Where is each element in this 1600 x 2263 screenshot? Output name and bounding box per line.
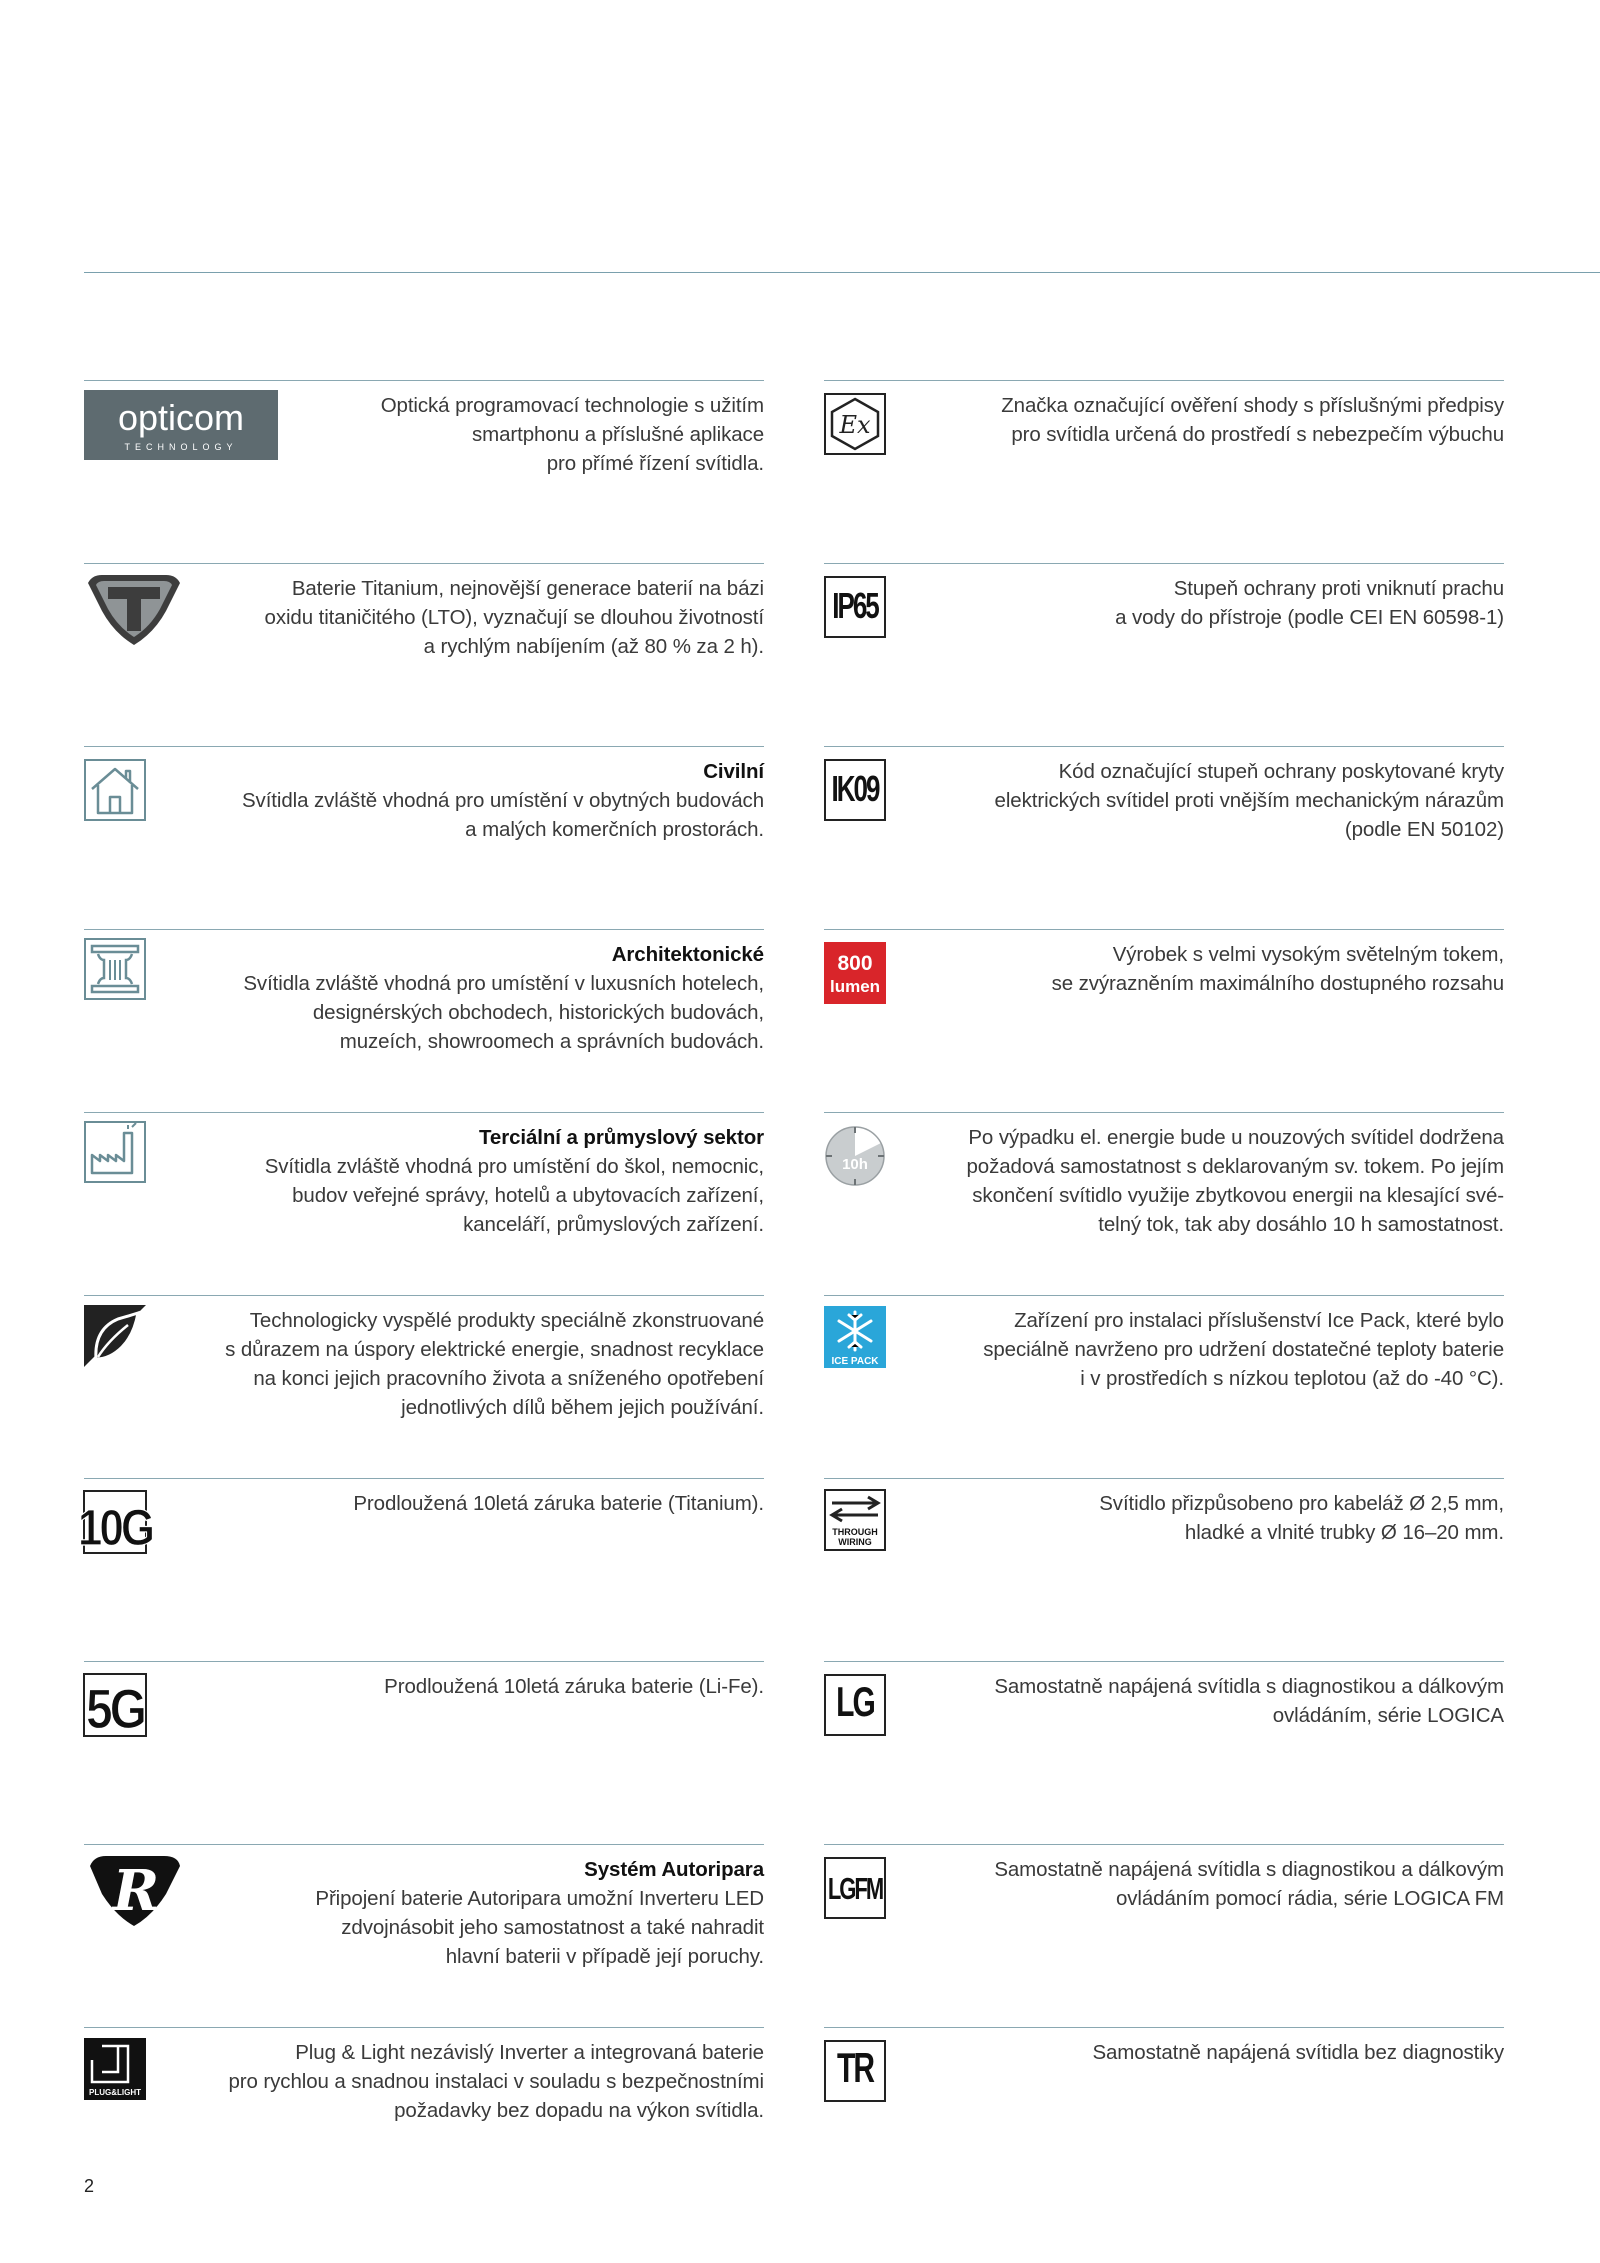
entry-opticom: [84, 380, 764, 531]
svg-text:WIRING: WIRING: [838, 1537, 872, 1547]
line: ovládáním pomocí rádia, série LOGICA FM: [1115, 1887, 1504, 1910]
entry-tr: [824, 2027, 1504, 2178]
entry-titanium: [84, 563, 764, 714]
line: Připojení baterie Autoripara umožní Inverteru LED: [315, 1887, 764, 1910]
top-rule: [84, 272, 1600, 273]
entry-5g: [84, 1661, 764, 1812]
svg-text:IP65: IP65: [832, 584, 878, 627]
ip65-icon: [824, 576, 886, 638]
opticom-logo: [84, 390, 278, 460]
entry-through-wiring: [824, 1478, 1504, 1629]
line: Baterie Titanium, nejnovější generace baterií na bázi: [291, 577, 764, 600]
entry-text: [229, 2038, 765, 2125]
lgfm-icon: [824, 1857, 886, 1919]
plug-light-icon: [84, 2038, 146, 2100]
entry-text: [353, 1489, 764, 1518]
line: Zařízení pro instalaci příslušenství Ice Pack, které bylo: [1014, 1309, 1504, 1332]
line: a rychlým nabíjením (až 80 % za 2 h).: [423, 635, 764, 658]
line: skončení svítidlo využije zbytkovou energii na klesající své-: [972, 1184, 1504, 1207]
line: ovládáním, série LOGICA: [1272, 1704, 1504, 1727]
entry-ice-pack: [824, 1295, 1504, 1446]
factory-icon: [84, 1121, 146, 1183]
entry-10h: [824, 1112, 1504, 1263]
entry-architektonicke: [84, 929, 764, 1080]
line: a vody do přístroje (podle CEI EN 60598-1): [1115, 606, 1504, 629]
through-wiring-icon: [824, 1489, 886, 1551]
column-icon: [84, 938, 146, 1000]
svg-text:800: 800: [837, 952, 873, 975]
svg-text:PLUG&LIGHT: PLUG&LIGHT: [89, 2088, 141, 2097]
line: smartphonu a příslušné aplikace: [471, 423, 764, 446]
entry-lgfm: [824, 1844, 1504, 1995]
svg-text:opticom: opticom: [117, 397, 245, 438]
line: kanceláří, průmyslových zařízení.: [463, 1213, 764, 1236]
line: Výrobek s velmi vysokým světelným tokem,: [1112, 943, 1504, 966]
line: se zvýrazněním maximálního dostupného rozsahu: [1051, 972, 1504, 995]
line: požadavky bez dopadu na výkon svítidla.: [394, 2099, 764, 2122]
svg-text:TR: TR: [837, 2044, 873, 2092]
line: Svítidla zvláště vhodná pro umístění do škol, nemocnic,: [264, 1155, 764, 1178]
line: Svítidla zvláště vhodná pro umístění v obytných budovách: [241, 789, 764, 812]
line: Plug & Light nezávislý Inverter a integrovaná baterie: [295, 2041, 764, 2064]
entry-ik09: [824, 746, 1504, 897]
leaf-icon: [84, 1305, 146, 1367]
svg-text:TECHNOLOGY: TECHNOLOGY: [124, 442, 238, 452]
titanium-shield-icon: [84, 573, 184, 647]
line: na konci jejich pracovního života a sníženého opotřebení: [253, 1367, 764, 1390]
line: elektrických svítidel proti vnějším mechanickým nárazům: [994, 789, 1504, 812]
entry-text: [225, 1306, 764, 1422]
ex-hexagon-icon: [824, 393, 886, 455]
line: zdvojnásobit jeho samostatnost a také nahradit: [341, 1916, 764, 1939]
line: hladké a vlnité trubky Ø 16–20 mm.: [1184, 1521, 1504, 1544]
line: a malých komerčních prostorách.: [465, 818, 764, 841]
svg-text:lumen: lumen: [829, 977, 881, 996]
entry-text: [994, 1855, 1504, 1913]
autoripara-r-icon: [84, 1854, 184, 1928]
line: pro svítidla určená do prostředí s nebezpečím výbuchu: [1011, 423, 1504, 446]
line: budov veřejné správy, hotelů a ubytovacích zařízení,: [292, 1184, 764, 1207]
entry-text: [242, 757, 764, 844]
800-lumen-icon: [824, 942, 886, 1004]
line: Stupeň ochrany proti vniknutí prachu: [1173, 577, 1504, 600]
line: Samostatně napájená svítidla bez diagnostiky: [1092, 2041, 1504, 2064]
entry-title: Terciální a průmyslový sektor: [479, 1126, 764, 1149]
entry-plug-light: [84, 2027, 764, 2178]
line: Kód označující stupeň ochrany poskytované kryty: [1058, 760, 1504, 783]
svg-text:ICE PACK: ICE PACK: [831, 1356, 879, 1367]
line: hlavní baterii v případě její poruchy.: [445, 1945, 764, 1968]
entry-text: [1099, 1489, 1504, 1547]
entry-text: [1115, 574, 1504, 632]
clock-10h-icon: [824, 1125, 886, 1187]
svg-text:THROUGH: THROUGH: [832, 1527, 878, 1537]
line: Prodloužená 10letá záruka baterie (Titanium).: [353, 1492, 764, 1515]
entry-text: [243, 940, 764, 1056]
entry-text: [983, 1306, 1504, 1393]
line: Samostatně napájená svítidla s diagnostikou a dálkovým: [994, 1675, 1504, 1698]
entry-tercialni: [84, 1112, 764, 1263]
entry-lg: [824, 1661, 1504, 1812]
page-number: 2: [84, 2176, 95, 2196]
entry-title: Systém Autoripara: [584, 1858, 764, 1881]
line: jednotlivých dílů během jejich používání.: [401, 1396, 764, 1419]
entry-text: [1052, 940, 1504, 998]
entry-title: Civilní: [703, 760, 764, 783]
line: Svítidla zvláště vhodná pro umístění v luxusních hotelech,: [243, 972, 764, 995]
ik09-icon: [824, 759, 886, 821]
line: Po výpadku el. energie bude u nouzových svítidel dodržena: [968, 1126, 1504, 1149]
entry-text: [966, 1123, 1504, 1239]
entry-text: [1092, 2038, 1504, 2067]
entry-ip65: [824, 563, 1504, 714]
entry-800-lumen: [824, 929, 1504, 1080]
tr-icon: [824, 2040, 886, 2102]
line: Optická programovací technologie s užitím: [380, 394, 764, 417]
line: Svítidlo přizpůsobeno pro kabeláž Ø 2,5 mm,: [1099, 1492, 1504, 1515]
entry-text: [265, 1123, 764, 1239]
entry-eco: [84, 1295, 764, 1446]
svg-text:LGFM: LGFM: [827, 1871, 883, 1906]
line: designérských obchodech, historických budovách,: [312, 1001, 764, 1024]
house-icon: [84, 759, 146, 821]
svg-text:5G: 5G: [85, 1677, 145, 1740]
svg-text:10G: 10G: [77, 1500, 153, 1557]
svg-text:Ex: Ex: [839, 411, 871, 439]
entry-ex: [824, 380, 1504, 531]
line: pro přímé řízení svítidla.: [546, 452, 764, 475]
line: Samostatně napájená svítidla s diagnostikou a dálkovým: [994, 1858, 1504, 1881]
line: telný tok, tak aby dosáhlo 10 h samostatnost.: [1098, 1213, 1504, 1236]
line: muzeích, showroomech a správních budovách.: [339, 1030, 764, 1053]
line: oxidu titaničitého (LTO), vyznačují se dlouhou životností: [264, 606, 764, 629]
line: s důrazem na úspory elektrické energie, snadnost recyklace: [225, 1338, 764, 1361]
10g-icon: [77, 1491, 153, 1557]
entry-text: [995, 757, 1504, 844]
ice-pack-icon: [824, 1306, 886, 1368]
entry-text: [381, 391, 764, 478]
svg-text:LG: LG: [836, 1678, 874, 1726]
entry-text: [384, 1672, 764, 1701]
entry-text: [994, 1672, 1504, 1730]
entry-text: [315, 1855, 764, 1971]
entry-text: [265, 574, 764, 661]
entry-civilni: [84, 746, 764, 897]
entry-title: Architektonické: [611, 943, 764, 966]
line: (podle EN 50102): [1344, 818, 1504, 841]
line: Prodloužená 10letá záruka baterie (Li-Fe).: [384, 1675, 764, 1698]
line: pro rychlou a snadnou instalaci v souladu s bezpečnostními: [228, 2070, 764, 2093]
5g-icon: [84, 1674, 146, 1740]
line: Technologicky vyspělé produkty speciálně zkonstruované: [249, 1309, 764, 1332]
entry-autoripara: [84, 1844, 764, 1995]
line: požadová samostatnost s deklarovaným sv. tokem. Po jejím: [966, 1155, 1504, 1178]
line: i v prostředích s nízkou teplotou (až do -40 °C).: [1080, 1367, 1504, 1390]
svg-text:10h: 10h: [842, 1156, 868, 1173]
line: Značka označující ověření shody s příslušnými předpisy: [1001, 394, 1504, 417]
svg-text:IK09: IK09: [831, 767, 879, 810]
entry-10g: [77, 1478, 764, 1629]
entry-text: [1001, 391, 1504, 449]
svg-text:R: R: [112, 1858, 160, 1924]
lg-icon: [824, 1674, 886, 1736]
line: speciálně navrženo pro udržení dostatečné teploty baterie: [983, 1338, 1504, 1361]
